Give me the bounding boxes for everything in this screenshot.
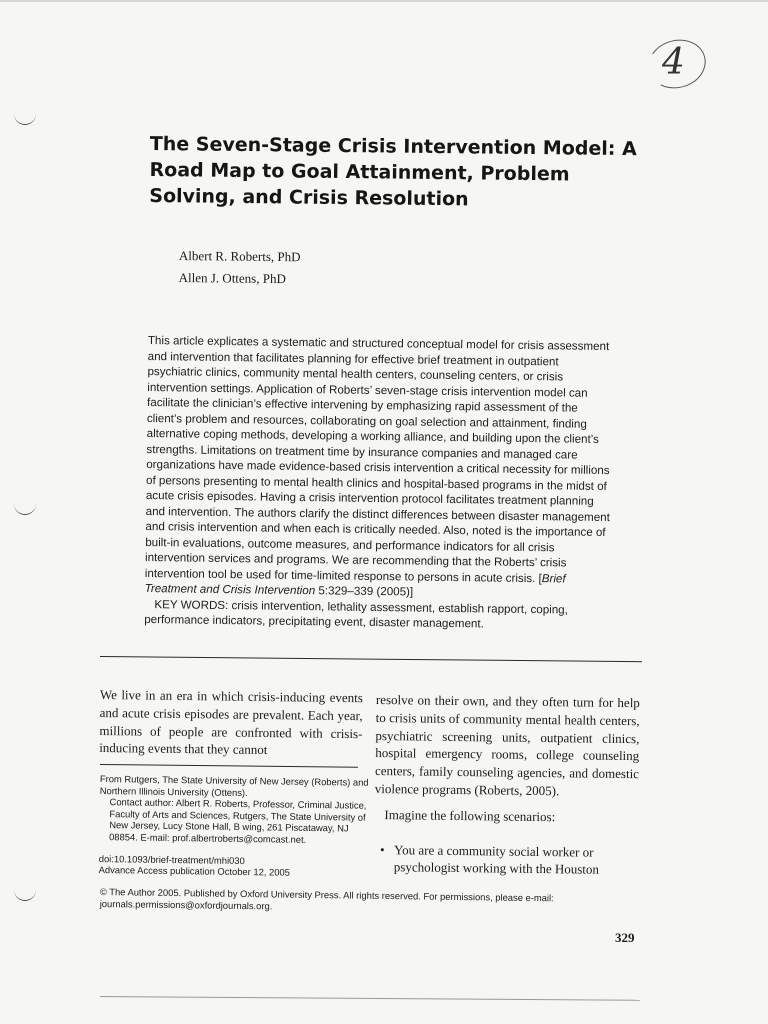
footnote xyxy=(99,773,370,880)
handwritten-number: 4 xyxy=(662,42,685,83)
title-line: The Seven-Stage Crisis Intervention Model: A xyxy=(149,132,637,161)
abstract-citation-volume: 5:329–339 (2005)] xyxy=(315,584,414,599)
body-paragraph: Imagine the following scenarios: xyxy=(384,806,556,824)
footnote-affiliation: From Rutgers, The State University of New Jersey (Roberts) and Northern Illinois University (Ottens). xyxy=(99,773,369,798)
abstract-citation-journal: Brief Treatment and Crisis Intervention xyxy=(144,571,566,598)
body-paragraph: We live in an era in which crisis-inducing events and acute crisis episodes are prevalent. Each year, millions of people are confronted with crisis-inducing events that they cannot xyxy=(99,686,363,758)
handwritten-page-annotation xyxy=(648,40,706,88)
abstract-text xyxy=(145,333,616,603)
section-divider xyxy=(100,656,642,662)
list-item xyxy=(374,841,638,880)
abstract xyxy=(144,333,616,634)
binder-hole-mark xyxy=(14,504,36,515)
title-line: Solving, and Crisis Resolution xyxy=(149,184,469,211)
abstract-body: This article explicates a systematic and structured conceptual model for crisis assessment and intervention that facilitates planning for effective brief treatment in outpatient psychiatric clinics, community mental health centers, counseling centers, or crisis intervention settings. Application of Roberts’ seven-stage crisis intervention model can facilitate the clinician’s effective intervening by emphasizing rapid assessment of the client’s problem and resources, collaborating on goal selection and attainment, finding alternative coping methods, developing a working alliance, and building upon the client’s strengths. Limitations on treatment time by insurance companies and managed care organizations have made evidence-based crisis intervention a critical necessity for millions of persons presenting to mental health clinics and hospital-based programs in the midst of acute crisis episodes. Having a crisis intervention protocol facilitates treatment planning and intervention. The authors clarify the distinct differences between disaster management and crisis intervention and when each is critically needed. Also, noted is the importance of built-in evaluations, outcome measures, and performance indicators for all crisis intervention services and programs. We are recommending that the Roberts’ crisis intervention tool be used for time-limited response to persons in acute crisis. [ xyxy=(144,333,610,585)
article-title xyxy=(149,131,650,214)
body-column-right xyxy=(374,691,640,879)
author-name: Allen J. Ottens, PhD xyxy=(178,269,286,287)
scan-edge-bottom xyxy=(100,996,640,1001)
binder-hole-mark xyxy=(14,114,36,125)
footnote-doi: doi:10.1093/brief-treatment/mhi030 xyxy=(98,852,245,866)
footnote-divider xyxy=(100,764,358,768)
keywords: KEY WORDS: crisis intervention, lethality assessment, establish rapport, coping, performance indicators, precipitating event, disaster management. xyxy=(144,597,568,631)
author-name: Albert R. Roberts, PhD xyxy=(178,247,301,265)
copyright-notice: © The Author 2005. Published by Oxford University Press. All rights reserved. For permissions, please e-mail: journals.permissions@oxfordjournals.org. xyxy=(99,886,554,912)
page-number: 329 xyxy=(615,930,635,945)
body-column-left xyxy=(99,686,363,760)
scan-edge xyxy=(0,0,768,2)
footnote-contact: Contact author: Albert R. Roberts, Professor, Criminal Justice, Faculty of Arts and Sciences, Rutgers, The State University of New Jersey, Lucy Stone Hall, B wing, 261 Piscataway, NJ 08854. E-mail: prof.albertroberts@comcast.net. xyxy=(109,796,367,845)
title-line: Road Map to Goal Attainment, Problem xyxy=(149,158,570,186)
binder-hole-mark xyxy=(14,890,36,901)
body-paragraph: resolve on their own, and they often turn for help to crisis units of community mental health centers, psychiatric screening units, outpatient clinics, hospital emergency rooms, college counseling centers, family counseling agencies, and domestic violence programs (Roberts, 2005). xyxy=(374,691,640,799)
author-list xyxy=(179,245,301,290)
bullet-icon: • xyxy=(379,841,385,857)
list-item-text: You are a community social worker or psychologist working with the Houston xyxy=(393,841,600,878)
footnote-advance-access: Advance Access publication October 12, 2005 xyxy=(98,864,290,878)
